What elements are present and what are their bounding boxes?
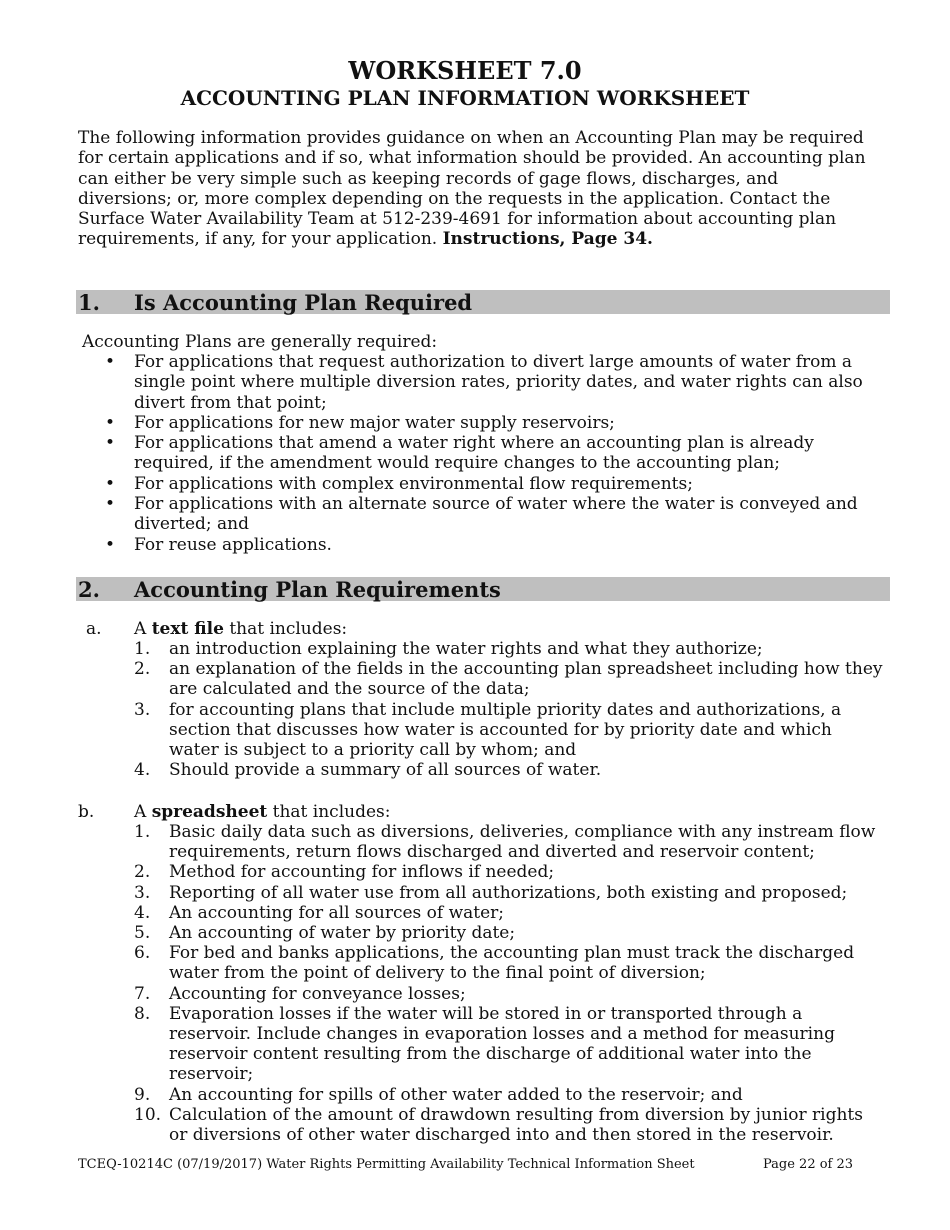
list-item: 4. Should provide a summary of all sources of water.: [134, 760, 602, 781]
worksheet-title: WORKSHEET 7.0: [348, 56, 582, 85]
list-item: 5. An accounting of water by priority date;: [134, 923, 516, 944]
list-item: 2. Method for accounting for inflows if needed;: [134, 862, 555, 883]
bullet-icon: •: [105, 352, 116, 372]
section-1-bullet-list: [105, 352, 885, 555]
list-item: 3. Reporting of all water use from all authorizations, both existing and proposed;: [134, 882, 848, 903]
bullet-item: • For applications that request authorization to divert large amounts of water from a single point where multiple diversion rates, priority dates, and water rights can also divert from that point;: [105, 352, 863, 413]
subsection-a-letter: a.: [86, 619, 102, 639]
section-2-header: [76, 577, 890, 601]
list-item: 2. an explanation of the fields in the accounting plan spreadsheet including how they are calculated and the source of the data;: [134, 659, 883, 700]
bullet-item: • For applications with complex environmental flow requirements;: [105, 473, 693, 494]
list-item: 9. An accounting for spills of other water added to the reservoir; and: [134, 1084, 743, 1105]
list-item: 3. for accounting plans that include multiple priority dates and authorizations, a section that discusses how water is accounted for by priority date and which water is subject to a priority call by whom; and: [134, 699, 842, 761]
subsection-a-list: [134, 639, 886, 780]
intro-text: The following information provides guidance on when an Accounting Plan may be required for certain applications and if so, what information should be provided. An accounting plan can either be very simple such as keeping records of gage flows, discharges, and diversions; or, more complex depending on the requests in the application. Contact the Surface Water Availability Team at 512-239-4691 for information about accounting plan requirements, if any, for your application.: [78, 128, 866, 250]
footer-form-id: TCEQ-10214C (07/19/2017) Water Rights Permitting Availability Technical Information Sheet: [78, 1157, 695, 1172]
list-item: 1. Basic daily data such as diversions, deliveries, compliance with any instream flow requirements, return flows discharged and diverted and reservoir content;: [134, 822, 876, 863]
worksheet-subtitle: ACCOUNTING PLAN INFORMATION WORKSHEET: [180, 86, 750, 110]
bullet-icon: •: [105, 412, 116, 433]
bullet-icon: •: [105, 534, 116, 555]
intro-instructions: Instructions, Page 34.: [442, 229, 653, 250]
subsection-b-text: A spreadsheet that includes:: [134, 802, 391, 822]
section-1-lead: Accounting Plans are generally required:: [82, 332, 438, 352]
bullet-item: • For reuse applications.: [105, 534, 332, 555]
list-item: 4. An accounting for all sources of water;: [134, 902, 505, 923]
list-item: 6. For bed and banks applications, the accounting plan must track the discharged water from the point of delivery to the final point of diversion;: [134, 943, 855, 984]
section-1-header: [76, 290, 890, 314]
section-1-number: 1.: [78, 290, 100, 315]
subsection-b-letter: b.: [78, 802, 95, 822]
section-1-title: Is Accounting Plan Required: [134, 290, 473, 315]
subsection-a-text: A text file that includes:: [134, 619, 348, 639]
list-item: 1. an introduction explaining the water rights and what they authorize;: [134, 639, 763, 659]
bullet-item: • For applications with an alternate source of water where the water is conveyed and diverted; and: [105, 494, 858, 535]
section-2-number: 2.: [78, 577, 100, 602]
section-2-title: Accounting Plan Requirements: [134, 577, 501, 602]
bullet-icon: •: [105, 494, 116, 515]
bullet-icon: •: [105, 433, 116, 454]
intro-paragraph: [78, 128, 868, 250]
list-item: 7. Accounting for conveyance losses;: [134, 983, 466, 1004]
list-item: 10. Calculation of the amount of drawdown resulting from diversion by junior rights or diversions of other water discharged into and then stored in the reservoir.: [134, 1104, 863, 1146]
subsection-b-list: [134, 822, 886, 1145]
footer-page-number: Page 22 of 23: [763, 1157, 854, 1172]
bullet-item: • For applications for new major water supply reservoirs;: [105, 412, 615, 433]
bullet-item: • For applications that amend a water right where an accounting plan is already required, if the amendment would require changes to the accounting plan;: [105, 433, 814, 474]
bullet-icon: •: [105, 473, 116, 494]
list-item: 8. Evaporation losses if the water will be stored in or transported through a reservoir. Include changes in evaporation losses and a method for measuring reservoir content resulting from the discharge of additional water into the reservoir;: [134, 1003, 835, 1085]
